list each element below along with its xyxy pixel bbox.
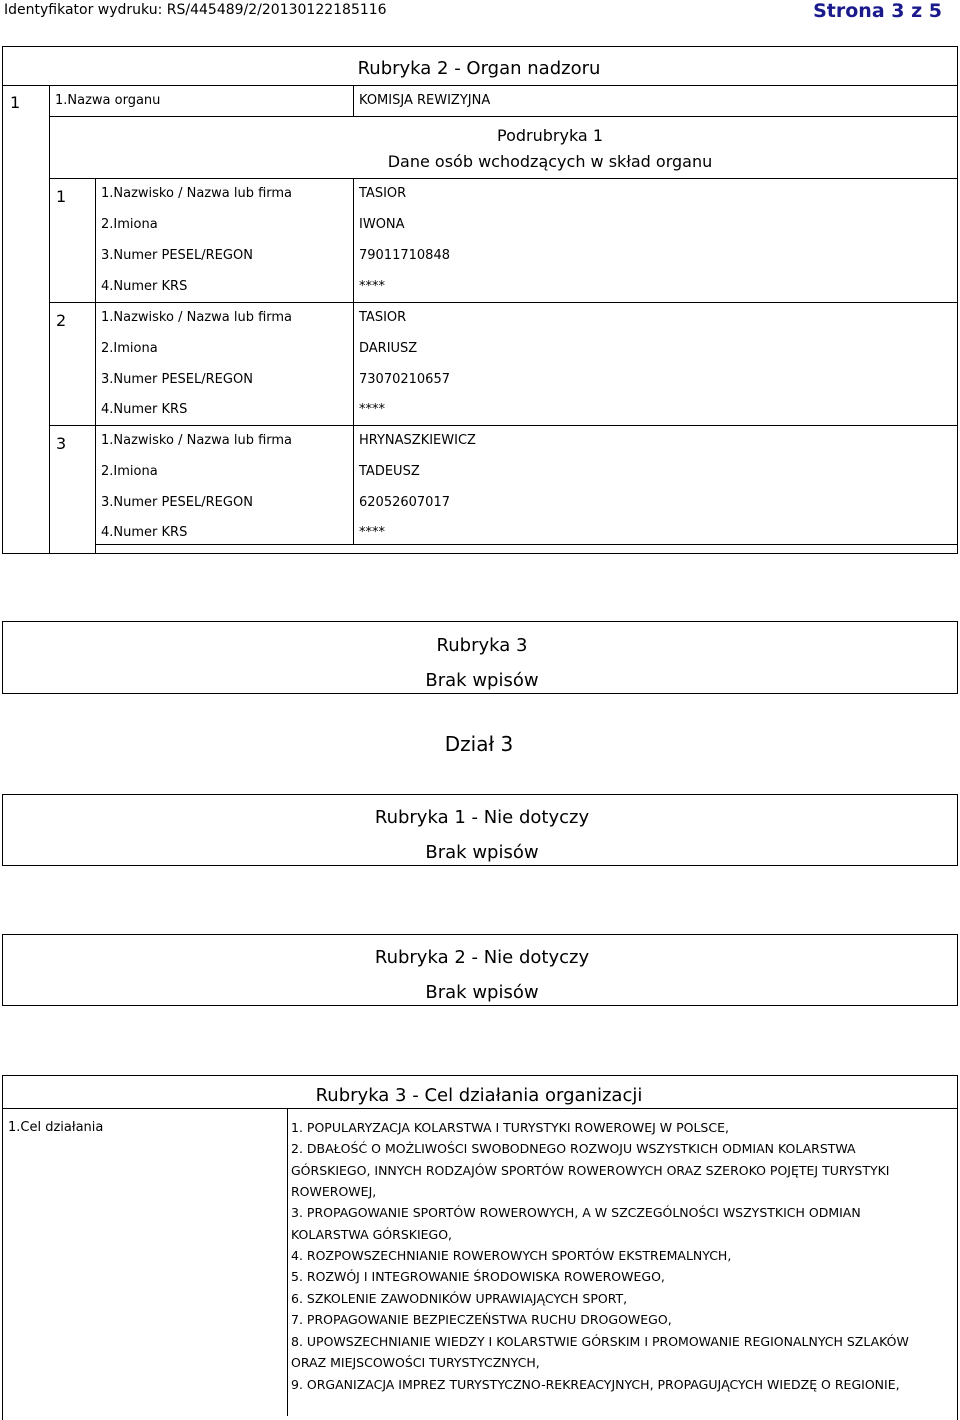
rubryka2-box bbox=[2, 934, 958, 1006]
organ-title: Rubryka 2 - Organ nadzoru bbox=[357, 58, 601, 79]
pesel-value: 62052607017 bbox=[359, 495, 450, 510]
rubryka1-empty: Brak wpisów bbox=[425, 842, 539, 863]
cel-label: 1.Cel działania bbox=[8, 1120, 104, 1135]
surname-label: 1.Nazwisko / Nazwa lub firma bbox=[101, 186, 293, 201]
rubryka3-box bbox=[2, 621, 958, 694]
rubryka3-empty: Brak wpisów bbox=[425, 670, 539, 691]
cel-line: 1. POPULARYZACJA KOLARSTWA I TURYSTYKI ROWEROWEJ W POLSCE, bbox=[291, 1120, 729, 1135]
krs-label: 4.Numer KRS bbox=[101, 525, 188, 540]
dzial3-heading: Dział 3 bbox=[444, 732, 514, 756]
rubryka2-title: Rubryka 2 - Nie dotyczy bbox=[374, 947, 590, 968]
surname-value: TASIOR bbox=[359, 186, 407, 201]
cel-title: Rubryka 3 - Cel działania organizacji bbox=[315, 1085, 643, 1106]
rubryka3-title: Rubryka 3 bbox=[436, 635, 528, 656]
cel-line: GÓRSKIEGO, INNYCH RODZAJÓW SPORTÓW ROWEROWYCH ORAZ SZEROKO POJĘTEJ TURYSTYKI bbox=[291, 1163, 890, 1178]
organ-row-number: 1 bbox=[10, 93, 21, 112]
organ-name-value: KOMISJA REWIZYJNA bbox=[359, 93, 491, 108]
names-value: TADEUSZ bbox=[359, 464, 420, 479]
print-identifier: Identyfikator wydruku: RS/445489/2/20130122185116 bbox=[4, 2, 387, 18]
krs-value: **** bbox=[359, 279, 385, 294]
person-number: 2 bbox=[56, 311, 67, 330]
rubryka2-empty: Brak wpisów bbox=[425, 982, 539, 1003]
subsection-subtitle: Dane osób wchodzących w skład organu bbox=[387, 152, 713, 171]
surname-label: 1.Nazwisko / Nazwa lub firma bbox=[101, 433, 293, 448]
names-value: DARIUSZ bbox=[359, 341, 418, 356]
cel-line: 4. ROZPOWSZECHNIANIE ROWEROWYCH SPORTÓW EKSTREMALNYCH, bbox=[291, 1248, 732, 1263]
krs-label: 4.Numer KRS bbox=[101, 402, 188, 417]
krs-value: **** bbox=[359, 525, 385, 540]
pesel-value: 79011710848 bbox=[359, 248, 450, 263]
cel-line: KOLARSTWA GÓRSKIEGO, bbox=[291, 1227, 453, 1242]
rubryka1-box bbox=[2, 794, 958, 866]
krs-label: 4.Numer KRS bbox=[101, 279, 188, 294]
surname-value: HRYNASZKIEWICZ bbox=[359, 433, 476, 448]
person-number: 1 bbox=[56, 187, 67, 206]
pesel-label: 3.Numer PESEL/REGON bbox=[101, 495, 253, 510]
pesel-label: 3.Numer PESEL/REGON bbox=[101, 372, 253, 387]
krs-value: **** bbox=[359, 402, 385, 417]
names-label: 2.Imiona bbox=[101, 341, 158, 356]
subsection-title: Podrubryka 1 bbox=[497, 126, 603, 145]
organ-name-label: 1.Nazwa organu bbox=[55, 93, 161, 108]
cel-line: 9. ORGANIZACJA IMPREZ TURYSTYCZNO-REKREACYJNYCH, PROPAGUJĄCYCH WIEDZĘ O REGIONIE, bbox=[291, 1377, 900, 1392]
person-number: 3 bbox=[56, 434, 67, 453]
cel-line: 5. ROZWÓJ I INTEGROWANIE ŚRODOWISKA ROWEROWEGO, bbox=[291, 1269, 665, 1284]
cel-line: 3. PROPAGOWANIE SPORTÓW ROWEROWYCH, A W SZCZEGÓLNOŚCI WSZYSTKICH ODMIAN bbox=[291, 1205, 861, 1220]
cel-line: ROWEROWEJ, bbox=[291, 1184, 377, 1199]
cel-line: 8. UPOWSZECHNIANIE WIEDZY I KOLARSTWIE GÓRSKIM I PROMOWANIE REGIONALNYCH SZLAKÓW bbox=[291, 1334, 909, 1349]
surname-label: 1.Nazwisko / Nazwa lub firma bbox=[101, 310, 293, 325]
names-label: 2.Imiona bbox=[101, 464, 158, 479]
cel-line: 2. DBAŁOŚĆ O MOŻLIWOŚCI SWOBODNEGO ROZWOJU WSZYSTKICH ODMIAN KOLARSTWA bbox=[291, 1141, 856, 1156]
cel-line: ORAZ MIEJSCOWOŚCI TURYSTYCZNYCH, bbox=[291, 1355, 540, 1370]
surname-value: TASIOR bbox=[359, 310, 407, 325]
names-label: 2.Imiona bbox=[101, 217, 158, 232]
cel-line: 7. PROPAGOWANIE BEZPIECZEŃSTWA RUCHU DROGOWEGO, bbox=[291, 1312, 672, 1327]
rubryka1-title: Rubryka 1 - Nie dotyczy bbox=[374, 807, 590, 828]
names-value: IWONA bbox=[359, 217, 405, 232]
pesel-label: 3.Numer PESEL/REGON bbox=[101, 248, 253, 263]
pesel-value: 73070210657 bbox=[359, 372, 450, 387]
cel-line: 6. SZKOLENIE ZAWODNIKÓW UPRAWIAJĄCYCH SPORT, bbox=[291, 1291, 628, 1306]
page-number: Strona 3 z 5 bbox=[813, 0, 942, 22]
